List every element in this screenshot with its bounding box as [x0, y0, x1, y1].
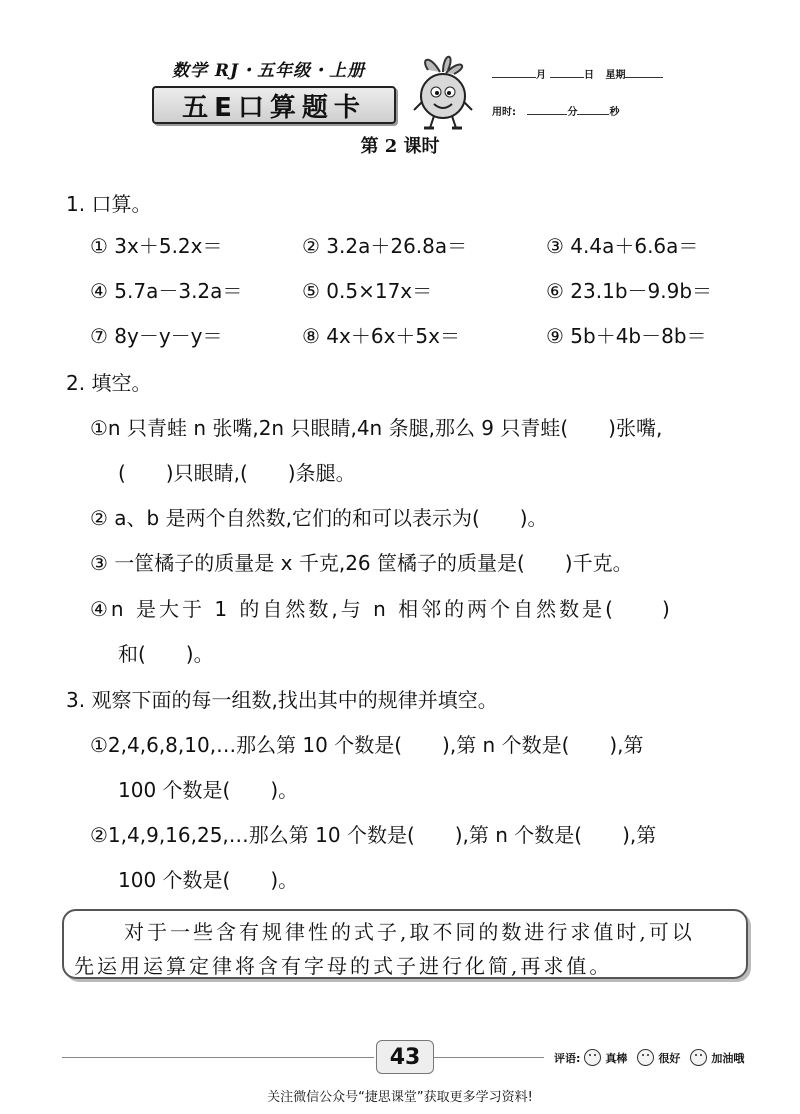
minutes-label: 分: [567, 107, 578, 118]
q1-item-3: ③ 4.4a＋6.6a＝: [546, 234, 699, 258]
q2-line-3: ② a、b 是两个自然数,它们的和可以表示为( )。: [90, 506, 548, 530]
q2-line-1: ①n 只青蛙 n 张嘴,2n 只眼睛,4n 条腿,那么 9 只青蛙( )张嘴,: [90, 416, 663, 440]
q2-line-4: ③ 一筐橘子的质量是 x 千克,26 筐橘子的质量是( )千克。: [90, 551, 633, 575]
q1-item-1: ① 3x＋5.2x＝: [90, 234, 223, 258]
bottom-note: 关注微信公众号“捷思课堂”获取更多学习资料!: [267, 1090, 533, 1105]
q3-line-1: ①2,4,6,8,10,…那么第 10 个数是( ),第 n 个数是( ),第: [90, 733, 644, 757]
weekday-blank[interactable]: [625, 67, 663, 78]
weekday-label: 星期: [605, 70, 626, 81]
time-label: 用时:: [492, 107, 516, 118]
day-blank[interactable]: [550, 67, 584, 78]
q2-line-5: ④n 是大于 1 的自然数,与 n 相邻的两个自然数是( ): [90, 597, 673, 621]
q1-item-6: ⑥ 23.1b－9.9b＝: [546, 279, 713, 303]
q1-title: 1. 口算。: [66, 192, 152, 216]
subject-line: 数学 RJ・五年级・上册: [172, 61, 366, 81]
banner-title: 五E口算题卡: [152, 86, 396, 124]
q3-title: 3. 观察下面的每一组数,找出其中的规律并填空。: [66, 688, 498, 712]
page-number: 43: [376, 1040, 434, 1074]
q1-item-4: ④ 5.7a－3.2a＝: [90, 279, 243, 303]
time-line: [492, 103, 619, 118]
good-face-icon[interactable]: [637, 1049, 654, 1066]
q2-title: 2. 填空。: [66, 371, 152, 395]
q1-item-9: ⑨ 5b＋4b－8b＝: [546, 324, 707, 348]
rating-great: 真棒: [605, 1051, 628, 1065]
great-face-icon[interactable]: [584, 1049, 601, 1066]
tip-line-2: 先运用运算定律将含有字母的式子进行化简,再求值。: [74, 954, 613, 978]
q1-item-7: ⑦ 8y－y－y＝: [90, 324, 223, 348]
day-label: 日: [584, 70, 594, 81]
month-label: 月: [536, 70, 546, 81]
footer-rule-right: [434, 1057, 544, 1058]
q2-line-2: ( )只眼睛,( )条腿。: [118, 461, 356, 485]
rating-keep-trying: 加油哦: [711, 1051, 745, 1065]
rating-good: 很好: [658, 1051, 681, 1065]
footer-rule-left: [62, 1057, 374, 1058]
rating-bar: [554, 1049, 744, 1066]
q3-line-3: ②1,4,9,16,25,…那么第 10 个数是( ),第 n 个数是( ),第: [90, 823, 657, 847]
date-line: [492, 66, 663, 81]
seconds-blank[interactable]: [577, 104, 609, 115]
radish-mascot-icon: [410, 52, 476, 132]
month-blank[interactable]: [492, 67, 536, 78]
q3-line-4: 100 个数是( )。: [118, 868, 299, 892]
keep-trying-face-icon[interactable]: [690, 1049, 707, 1066]
q1-item-8: ⑧ 4x＋6x＋5x＝: [302, 324, 460, 348]
tip-line-1: 对于一些含有规律性的式子,取不同的数进行求值时,可以: [124, 920, 695, 944]
lesson-title: 第 2 课时: [360, 136, 440, 157]
q1-item-5: ⑤ 0.5×17x＝: [302, 279, 433, 303]
q3-line-2: 100 个数是( )。: [118, 778, 299, 802]
seconds-label: 秒: [609, 107, 620, 118]
q2-line-6: 和( )。: [118, 642, 214, 666]
rating-label: 评语:: [554, 1051, 581, 1065]
minutes-blank[interactable]: [527, 104, 567, 115]
q1-item-2: ② 3.2a＋26.8a＝: [302, 234, 468, 258]
